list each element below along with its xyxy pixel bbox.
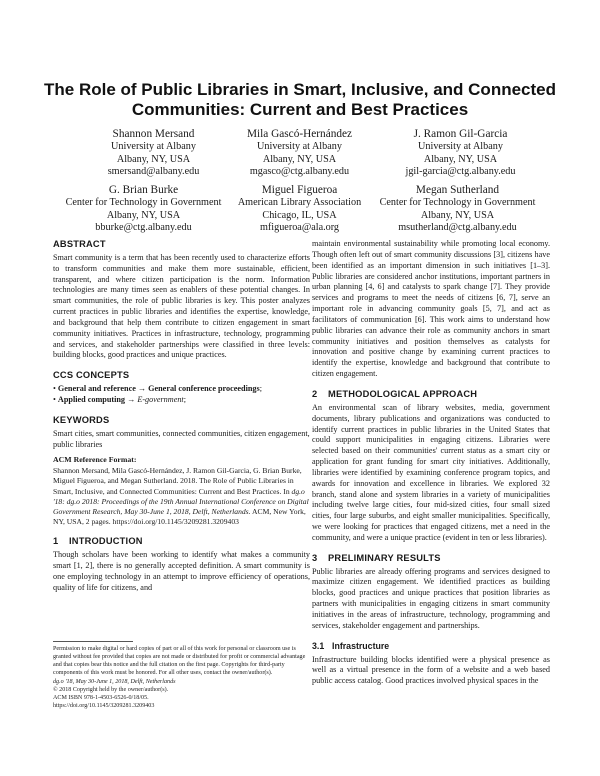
author-affiliation: Center for Technology in Government — [379, 197, 536, 208]
acm-reference-heading: ACM Reference Format: — [53, 455, 137, 465]
acm-reference-text — [53, 466, 310, 527]
footnote-isbn: ACM ISBN 978-1-4503-6526-0/18/05. — [53, 694, 149, 701]
keywords-heading: KEYWORDS — [53, 414, 110, 425]
author-block — [370, 183, 545, 235]
subsection-number: 3.1 — [312, 640, 325, 651]
section-number: 1 — [53, 536, 59, 547]
introduction-text-left: Though scholars have been working to identify what makes a community smart [1, 2], there is no generally accepted definition. A smart community is one employing technology in an attempt to improve efficiency of operations, quality of life for citizens, and — [53, 550, 310, 592]
ccs-sub: General conference proceedings — [148, 384, 260, 394]
abstract-text: Smart community is a term that has been recently used to characterize efforts to transform communities and make them more sustainable, efficient, transparent, and where citizen participation is the norm. Information technologies are many times seen as enablers of these potential changes. In smart communities, the role of public libraries is key. This poster analyzes current practices in public libraries and identifies the expertise, knowledge, and background that help them contribute to citizen engagement in smart community initiatives. Practices in infrastructure, technology, programming and services, and stakeholder partnerships were classified in three levels: building blocks, good practices and unique practices. — [53, 252, 310, 360]
permission-text: Permission to make digital or hard copies of part or all of this work for personal or classroom use is granted without fee provided that copies are not made or distributed for profit or commercial advantage and that copies bear this notice and the full citation on the first page. Copyrights for third-party components of this work must be honored. For all other uses, contact the owner/author(s). — [53, 646, 306, 677]
results-text: Public libraries are already offering programs and services designed to maximize citizen engagement. We identified practices as building blocks, good practices and unique practices that position libraries as partners with municipalities in engaging citizens in smart community initiatives in the areas of infrastructure, technology, programming and services, stakeholder engagement and partnerships. — [312, 566, 550, 630]
author-name: J. Ramon Gil-Garcia — [413, 128, 508, 140]
ccs-bullet: • — [53, 394, 56, 404]
ccs-arrow: → — [127, 394, 136, 404]
right-column — [312, 239, 550, 696]
footnote-doi: https://doi.org/10.1145/3209281.3209403 — [53, 703, 155, 710]
section-title: PRELIMINARY RESULTS — [328, 552, 441, 563]
keywords-text: Smart cities, smart communities, connected communities, citizen engagement, public libraries — [53, 428, 310, 449]
results-heading — [312, 553, 550, 564]
acm-reference-venue: dg.o '18: dg.o 2018: Proceedings of the 19th Annual International Conference on Digital Government Research, May 30-June 1, 2018, Delft, Netherlands. — [53, 486, 309, 516]
author-email: jgil-garcia@ctg.albany.edu — [405, 166, 516, 178]
introduction-heading — [53, 536, 310, 547]
author-block — [56, 183, 231, 235]
author-email: mfigueroa@ala.org — [259, 222, 340, 234]
acm-reference-publisher: ACM, New York, NY, USA, 2 pages. https://doi.org/10.1145/3209281.3209403 — [53, 507, 306, 527]
section-title: INTRODUCTION — [69, 536, 143, 547]
author-email: smersand@albany.edu — [107, 166, 200, 178]
abstract-heading: ABSTRACT — [53, 239, 106, 249]
method-section — [312, 389, 550, 544]
ccs-heading: CCS CONCEPTS — [53, 370, 130, 381]
ccs-end: ; — [183, 394, 186, 404]
introduction-text-right: maintain environmental sustainability while promoting local economy. Though often left out of smart community discussions [3], citizens have been identified as an important dimension in such initiatives [1–3]. Public libraries are considered anchor institutions, important partners in urban planning [4, 6] and catalysts to spark change [7]. They provide services and programs to meet the needs of citizens [6, 7], serve an important role in advancing community goals [5, 7], and act as facilitators of communication [6]. This work aims to understand how public libraries can advance their role as community anchors in smart community initiatives and position themselves as catalysts for innovation and positive change by examining current practices to identify the expertise, knowledge and background that contribute to citizen engagement. — [312, 239, 550, 379]
infrastructure-text: Infrastructure building blocks identified were a physical presence as well as a virtual presence in the form of a website and a web based public access catalog. Good practices involved physical spaces in the — [312, 654, 550, 686]
section-number: 3 — [312, 552, 318, 563]
author-affiliation: University at Albany — [257, 141, 342, 152]
method-text: An environmental scan of library websites, media, government documents, library publications and organizations was conducted to identify current practices in public libraries in the United States that could support municipalities in engaging citizens. Libraries were selected based on their communities' current status as a smart city or application for grant funding for smart city initiatives. Additionally, libraries were identified by examining conference program topics, and awards for innovation and excellence in libraries. We explored 32 branch, stand alone and system libraries in a variety of municipalities including twelve large cities, four mid-sized cities, four small sized cities, four large suburbs, and eight smaller municipalities. Specifically, we were looking for practices that engaged citizens, met a need in the community, and were a unique practice (evident in ten or less libraries). — [312, 402, 550, 542]
infrastructure-section — [312, 641, 550, 687]
footnote-venue: dg.o '18, May 30-June 1, 2018, Delft, Netherlands — [53, 678, 176, 685]
author-location: Albany, NY, USA — [420, 209, 495, 221]
author-affiliation: University at Albany — [111, 141, 196, 152]
author-name: Shannon Mersand — [112, 128, 195, 140]
ccs-bullet: • — [53, 384, 56, 394]
section-title: METHODOLOGICAL APPROACH — [328, 388, 478, 399]
left-column — [53, 239, 310, 603]
section-number: 2 — [312, 388, 318, 399]
author-email: bburke@ctg.albany.edu — [95, 222, 192, 234]
author-email: mgasco@ctg.albany.edu — [249, 166, 350, 178]
author-location: Albany, NY, USA — [262, 153, 337, 165]
acm-reference-authors: Shannon Mersand, Mila Gascó-Hernández, J. Ramon Gil-Garcia, G. Brian Burke, Miguel Figueroa, and Megan Sutherland. 2018. The Role of Public Libraries in Smart, Inclusive, and Connected Communities: Current and Best Practices. In — [53, 466, 302, 496]
author-block — [373, 127, 548, 179]
footnote-divider — [53, 641, 133, 642]
ccs-item — [53, 395, 310, 406]
author-email: msutherland@ctg.albany.edu — [398, 222, 517, 234]
ccs-end: ; — [259, 384, 262, 394]
infrastructure-heading — [312, 641, 550, 652]
ccs-section — [53, 370, 310, 406]
introduction-continued — [312, 239, 550, 380]
ccs-arrow: → — [137, 384, 147, 394]
results-section — [312, 553, 550, 632]
subsection-title: Infrastructure — [332, 640, 390, 651]
ccs-main: Applied computing — [57, 394, 126, 404]
footnote-copyright: © 2018 Copyright held by the owner/author(s). — [53, 686, 169, 693]
paper-title: The Role of Public Libraries in Smart, Inclusive, and Connected Communities: Current and Best Practices — [44, 80, 556, 119]
author-affiliation: Center for Technology in Government — [65, 197, 222, 208]
author-name: Miguel Figueroa — [261, 184, 338, 196]
abstract-section — [53, 239, 310, 361]
author-affiliation: American Library Association — [237, 197, 362, 208]
author-location: Albany, NY, USA — [106, 209, 181, 221]
introduction-section — [53, 536, 310, 593]
method-heading — [312, 389, 550, 400]
permission-footnote — [53, 641, 310, 710]
ccs-main: General and reference — [57, 384, 136, 394]
author-location: Albany, NY, USA — [423, 153, 498, 165]
author-block — [212, 183, 387, 235]
keywords-section — [53, 415, 310, 528]
author-block — [212, 127, 387, 179]
author-affiliation: University at Albany — [418, 141, 503, 152]
ccs-item — [53, 384, 310, 395]
author-name: Mila Gascó-Hernández — [246, 128, 353, 140]
author-name: G. Brian Burke — [108, 184, 179, 196]
author-location: Chicago, IL, USA — [262, 209, 337, 221]
author-location: Albany, NY, USA — [116, 153, 191, 165]
ccs-sub: E-government — [137, 394, 184, 404]
author-name: Megan Sutherland — [415, 184, 500, 196]
